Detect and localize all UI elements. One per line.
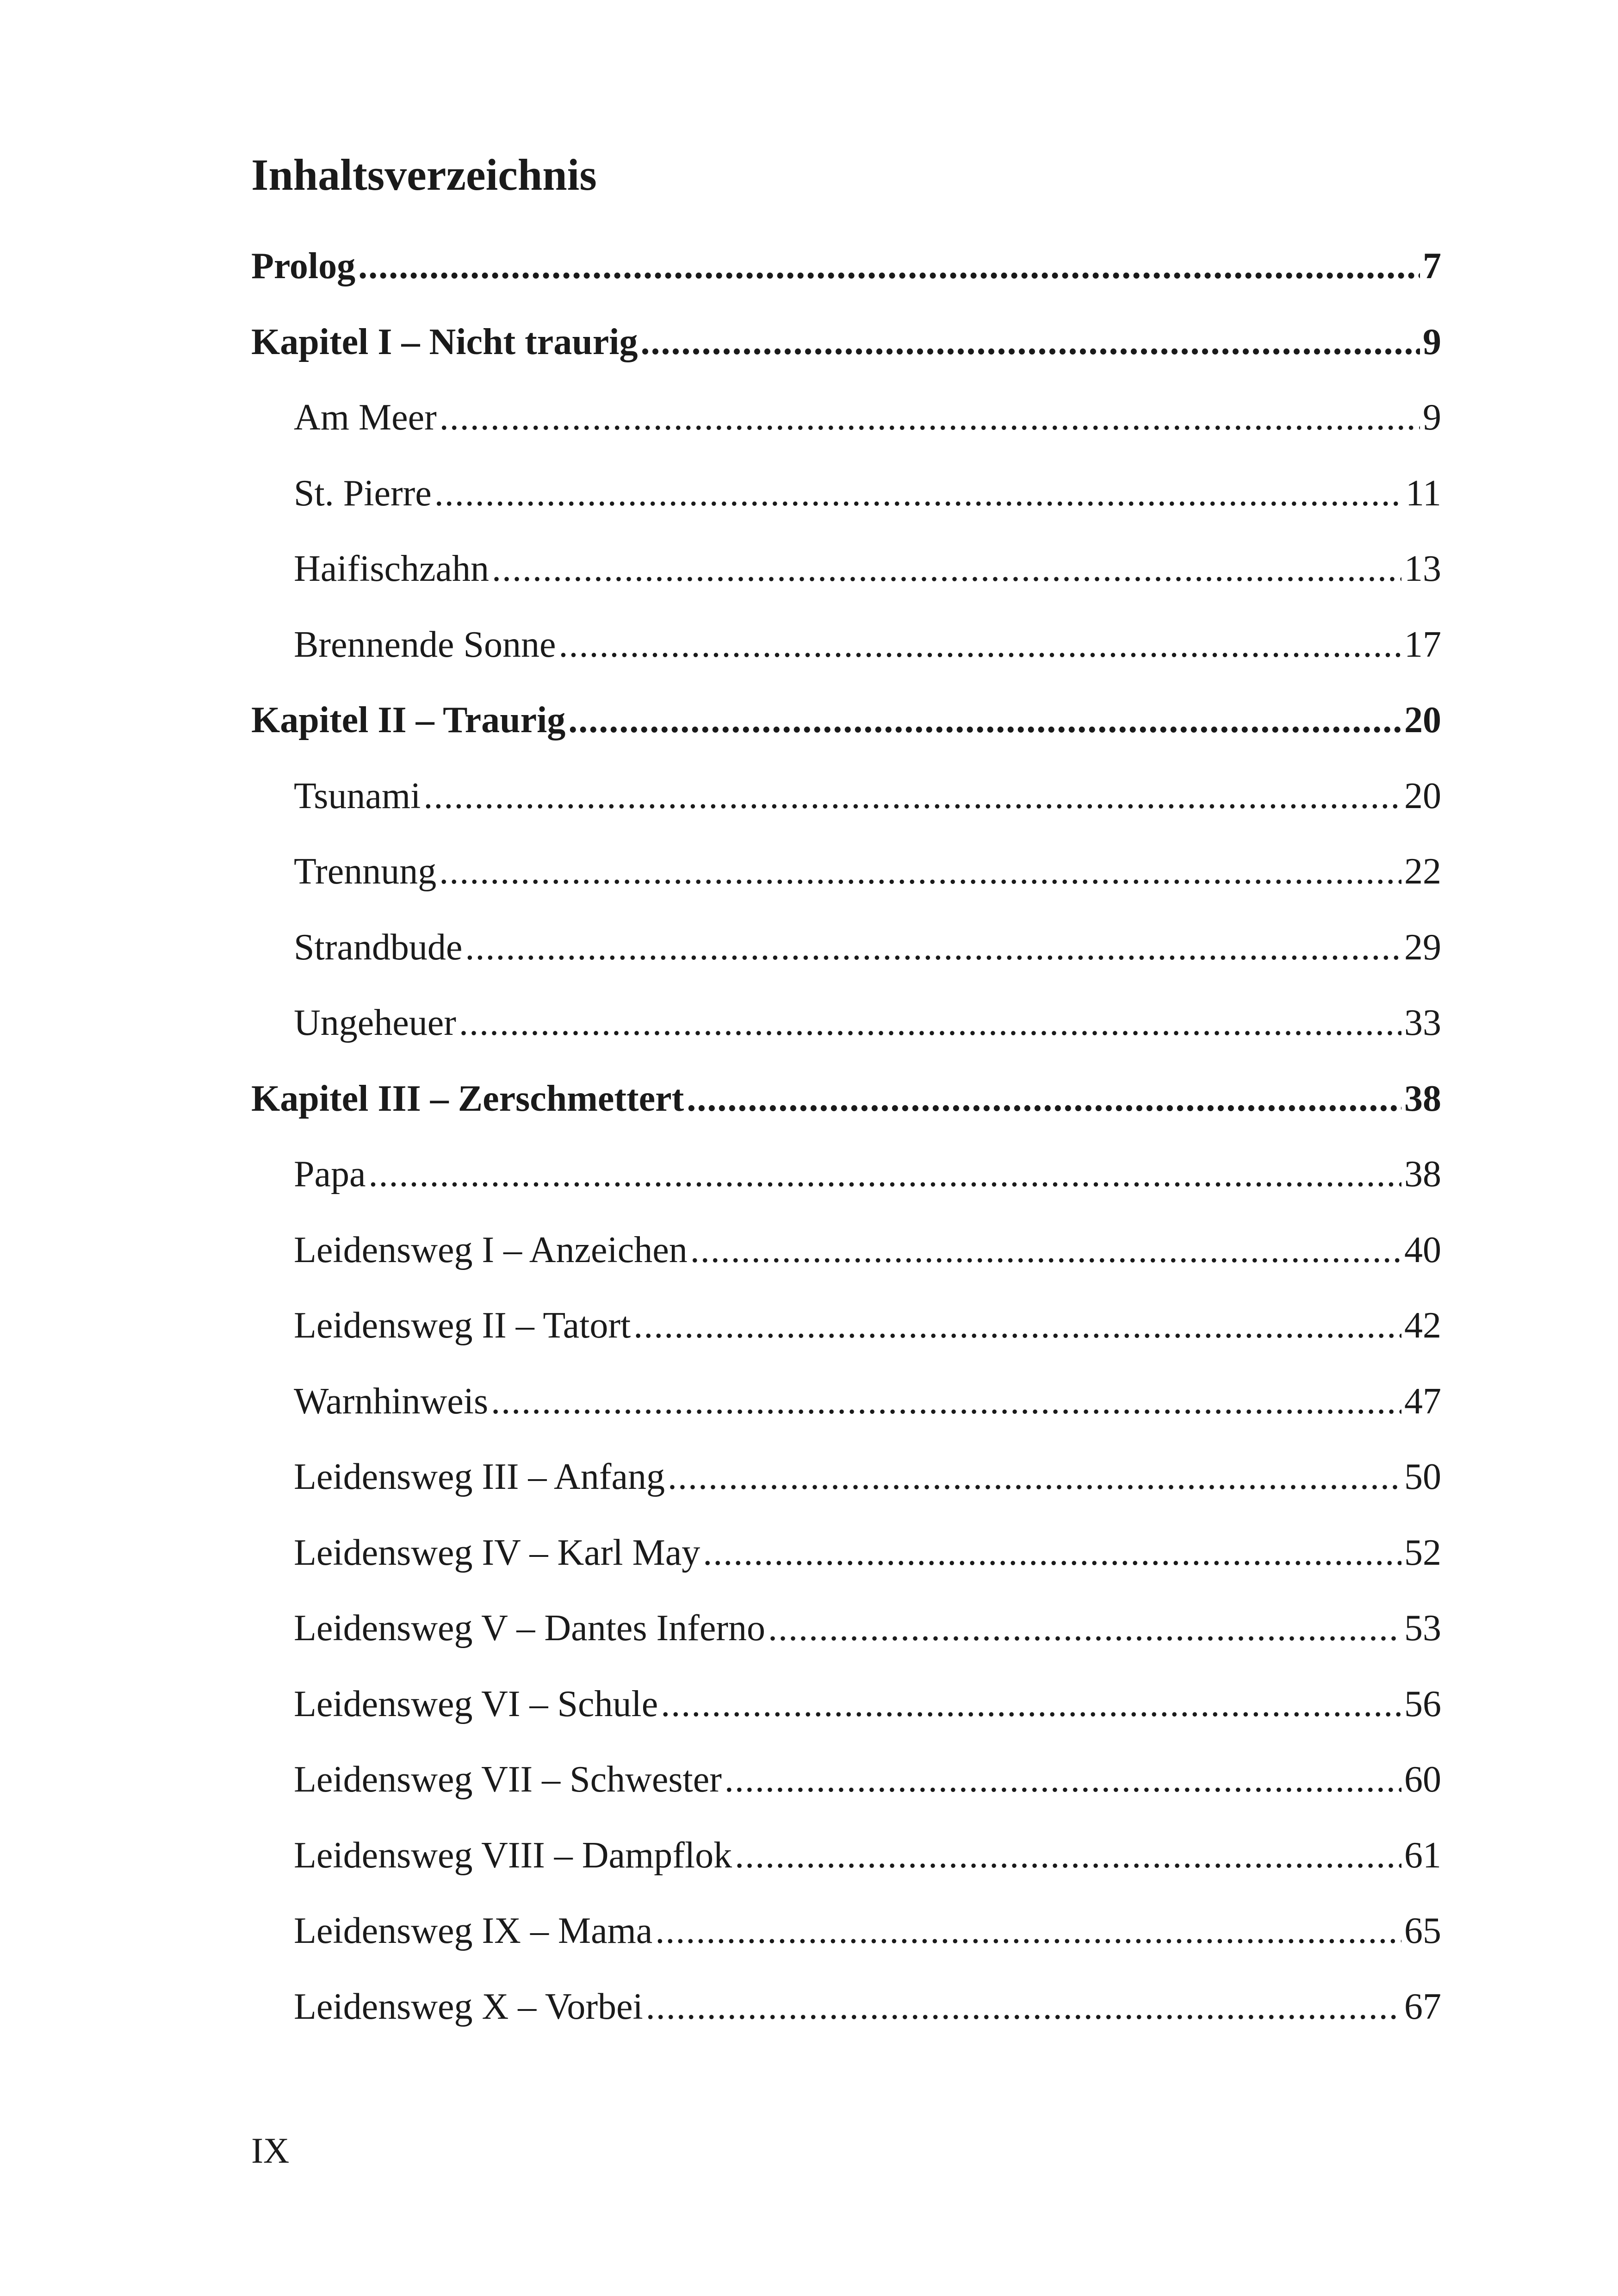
- toc-dot-leader: [559, 626, 1401, 663]
- toc-entry-page: 38: [1404, 1156, 1441, 1195]
- toc-entry-label: Warnhinweis: [294, 1382, 489, 1422]
- toc-entry[interactable]: [251, 1383, 1441, 1459]
- toc-dot-leader: [640, 324, 1420, 361]
- toc-entry-page: 20: [1404, 702, 1441, 740]
- toc-dot-leader: [687, 1080, 1401, 1117]
- toc-entry-label: Kapitel III – Zerschmettert: [251, 1080, 684, 1119]
- toc-entry[interactable]: [251, 929, 1441, 1005]
- toc-entry-label: Kapitel II – Traurig: [251, 702, 566, 740]
- toc-dot-leader: [358, 248, 1420, 285]
- table-of-contents: [251, 248, 1441, 2064]
- toc-dot-leader: [440, 399, 1420, 436]
- toc-entry-page: 33: [1404, 1004, 1441, 1043]
- toc-entry[interactable]: [251, 1156, 1441, 1232]
- toc-entry-page: 53: [1404, 1610, 1441, 1649]
- toc-entry[interactable]: [251, 1761, 1441, 1837]
- toc-entry-page: 60: [1404, 1761, 1441, 1800]
- toc-entry-label: Brennende Sonne: [294, 626, 556, 665]
- toc-entry[interactable]: [251, 550, 1441, 626]
- toc-entry-label: Am Meer: [294, 399, 437, 438]
- toc-entry-label: Leidensweg II – Tatort: [294, 1307, 631, 1346]
- toc-entry-page: 29: [1404, 928, 1441, 968]
- toc-dot-leader: [568, 702, 1401, 739]
- toc-dot-leader: [646, 1988, 1401, 2025]
- toc-entry[interactable]: [251, 626, 1441, 702]
- toc-entry[interactable]: [251, 853, 1441, 929]
- toc-entry-label: Kapitel I – Nicht traurig: [251, 323, 638, 362]
- toc-dot-leader: [439, 853, 1401, 890]
- toc-entry-label: Trennung: [294, 853, 437, 892]
- toc-entry-page: 52: [1404, 1534, 1441, 1573]
- toc-dot-leader: [661, 1686, 1401, 1723]
- toc-entry[interactable]: [251, 1610, 1441, 1686]
- page-number: IX: [251, 2130, 290, 2171]
- toc-entry-page: 56: [1404, 1685, 1441, 1724]
- toc-entry[interactable]: [251, 702, 1441, 778]
- toc-dot-leader: [369, 1156, 1401, 1193]
- toc-entry[interactable]: [251, 1912, 1441, 1988]
- toc-entry-label: St. Pierre: [294, 474, 432, 514]
- toc-entry-page: 50: [1404, 1458, 1441, 1497]
- toc-entry-page: 9: [1423, 399, 1441, 438]
- toc-entry-label: Leidensweg III – Anfang: [294, 1458, 665, 1497]
- toc-dot-leader: [725, 1761, 1401, 1798]
- toc-entry-label: Tsunami: [294, 777, 421, 816]
- toc-entry-page: 42: [1404, 1307, 1441, 1346]
- toc-dot-leader: [690, 1232, 1401, 1269]
- toc-dot-leader: [655, 1912, 1401, 1949]
- toc-entry-page: 13: [1404, 550, 1441, 589]
- toc-entry-page: 22: [1404, 853, 1441, 892]
- toc-entry[interactable]: [251, 1458, 1441, 1534]
- toc-entry[interactable]: [251, 1686, 1441, 1761]
- toc-dot-leader: [492, 550, 1401, 587]
- toc-entry[interactable]: [251, 248, 1441, 324]
- toc-entry-label: Leidensweg VIII – Dampflok: [294, 1836, 732, 1876]
- toc-entry-label: Leidensweg IV – Karl May: [294, 1534, 701, 1573]
- toc-entry[interactable]: [251, 1004, 1441, 1080]
- toc-entry[interactable]: [251, 1534, 1441, 1610]
- toc-entry[interactable]: [251, 324, 1441, 399]
- toc-entry[interactable]: [251, 1307, 1441, 1383]
- toc-dot-leader: [423, 778, 1401, 815]
- toc-entry[interactable]: [251, 1232, 1441, 1307]
- toc-entry-label: Papa: [294, 1156, 366, 1195]
- toc-entry-label: Leidensweg X – Vorbei: [294, 1988, 643, 2027]
- toc-entry-page: 65: [1404, 1912, 1441, 1951]
- toc-entry-page: 17: [1404, 626, 1441, 665]
- toc-entry-page: 20: [1404, 777, 1441, 816]
- toc-entry-page: 67: [1404, 1988, 1441, 2027]
- toc-dot-leader: [434, 475, 1403, 512]
- toc-entry[interactable]: [251, 1988, 1441, 2064]
- toc-dot-leader: [491, 1383, 1401, 1420]
- toc-title: Inhaltsverzeichnis: [251, 150, 597, 199]
- toc-entry-page: 7: [1423, 248, 1441, 286]
- toc-entry-label: Leidensweg IX – Mama: [294, 1912, 653, 1951]
- toc-entry-label: Leidensweg V – Dantes Inferno: [294, 1610, 765, 1649]
- toc-dot-leader: [633, 1307, 1401, 1344]
- toc-entry[interactable]: [251, 475, 1441, 551]
- toc-entry[interactable]: [251, 399, 1441, 475]
- toc-dot-leader: [735, 1837, 1401, 1874]
- toc-dot-leader: [703, 1534, 1401, 1571]
- toc-entry-label: Leidensweg VII – Schwester: [294, 1761, 722, 1800]
- toc-entry-page: 61: [1404, 1836, 1441, 1876]
- toc-dot-leader: [465, 929, 1401, 966]
- toc-entry-label: Leidensweg I – Anzeichen: [294, 1231, 688, 1270]
- toc-entry-label: Prolog: [251, 248, 356, 286]
- toc-entry-page: 11: [1405, 474, 1441, 514]
- toc-entry-page: 38: [1404, 1080, 1441, 1119]
- toc-entry[interactable]: [251, 778, 1441, 853]
- toc-entry[interactable]: [251, 1080, 1441, 1156]
- toc-entry-page: 40: [1404, 1231, 1441, 1270]
- toc-dot-leader: [768, 1610, 1401, 1647]
- toc-entry-label: Strandbude: [294, 928, 463, 968]
- toc-entry-page: 9: [1423, 323, 1441, 362]
- toc-entry[interactable]: [251, 1837, 1441, 1913]
- toc-entry-label: Haifischzahn: [294, 550, 490, 589]
- toc-dot-leader: [668, 1458, 1401, 1495]
- toc-entry-label: Leidensweg VI – Schule: [294, 1685, 658, 1724]
- toc-entry-page: 47: [1404, 1382, 1441, 1422]
- toc-entry-label: Ungeheuer: [294, 1004, 456, 1043]
- toc-dot-leader: [459, 1004, 1401, 1041]
